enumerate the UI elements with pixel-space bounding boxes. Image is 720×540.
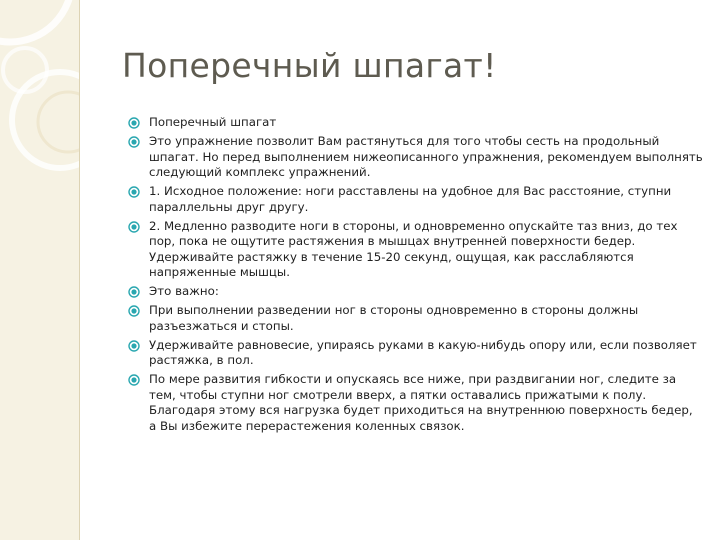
list-item: [128, 134, 703, 181]
panel-divider: [79, 0, 80, 540]
bullet-text: По мере развития гибкости и опускаясь все ниже, при раздвигании ног, следите за тем, чтобы ступни ног смотрели вверх, а пятки оставались прижатыми к полу. Благодаря этому вся нагрузка будет приходиться на внутреннюю поверхность бедер, а Вы избежите перерастежения коленных связок.: [149, 372, 693, 433]
list-item: [128, 184, 703, 215]
teal-circle-bullet-icon: [128, 286, 140, 298]
teal-circle-bullet-icon: [128, 186, 140, 198]
teal-circle-bullet-icon: [128, 305, 140, 317]
teal-circle-bullet-icon: [128, 374, 140, 386]
decorative-side-panel: [0, 0, 80, 540]
list-item: [128, 115, 703, 131]
list-item: [128, 338, 703, 369]
list-item: [128, 372, 703, 434]
teal-circle-bullet-icon: [128, 221, 140, 233]
slide-title: Поперечный шпагат!: [122, 46, 497, 85]
list-item: [128, 303, 703, 334]
list-item: [128, 219, 703, 281]
list-item: [128, 284, 703, 300]
bullet-text: Удерживайте равновесие, упираясь руками в какую-нибудь опору или, если позволяет растяжка, в пол.: [149, 337, 697, 367]
bullet-text: 2. Медленно разводите ноги в стороны, и одновременно опускайте таз вниз, до тех пор, пока не ощутите растяжения в мышцах внутренней поверхности бедер. Удерживайте растяжку в течение 15-20 секунд, ощущая, как расслабляются напряженные мышцы.: [149, 218, 678, 279]
bullet-list: [128, 115, 703, 438]
teal-circle-bullet-icon: [128, 340, 140, 352]
bullet-text: Это важно:: [149, 284, 219, 298]
bullet-text: Это упражнение позволит Вам растянуться для того чтобы сесть на продольный шпагат. Но перед выполнением нижеописанного упражнения, рекомендуем выполнять следующий комплекс упражнений.: [149, 134, 703, 179]
decorative-circles-graphic: [0, 0, 80, 540]
bullet-text: При выполнении разведении ног в стороны одновременно в стороны должны разъезжаться и стопы.: [149, 303, 639, 333]
bullet-text: Поперечный шпагат: [149, 115, 277, 129]
teal-circle-bullet-icon: [128, 117, 140, 129]
bullet-text: 1. Исходное положение: ноги расставлены на удобное для Вас расстояние, ступни параллельны друг другу.: [149, 184, 672, 214]
teal-circle-bullet-icon: [128, 136, 140, 148]
